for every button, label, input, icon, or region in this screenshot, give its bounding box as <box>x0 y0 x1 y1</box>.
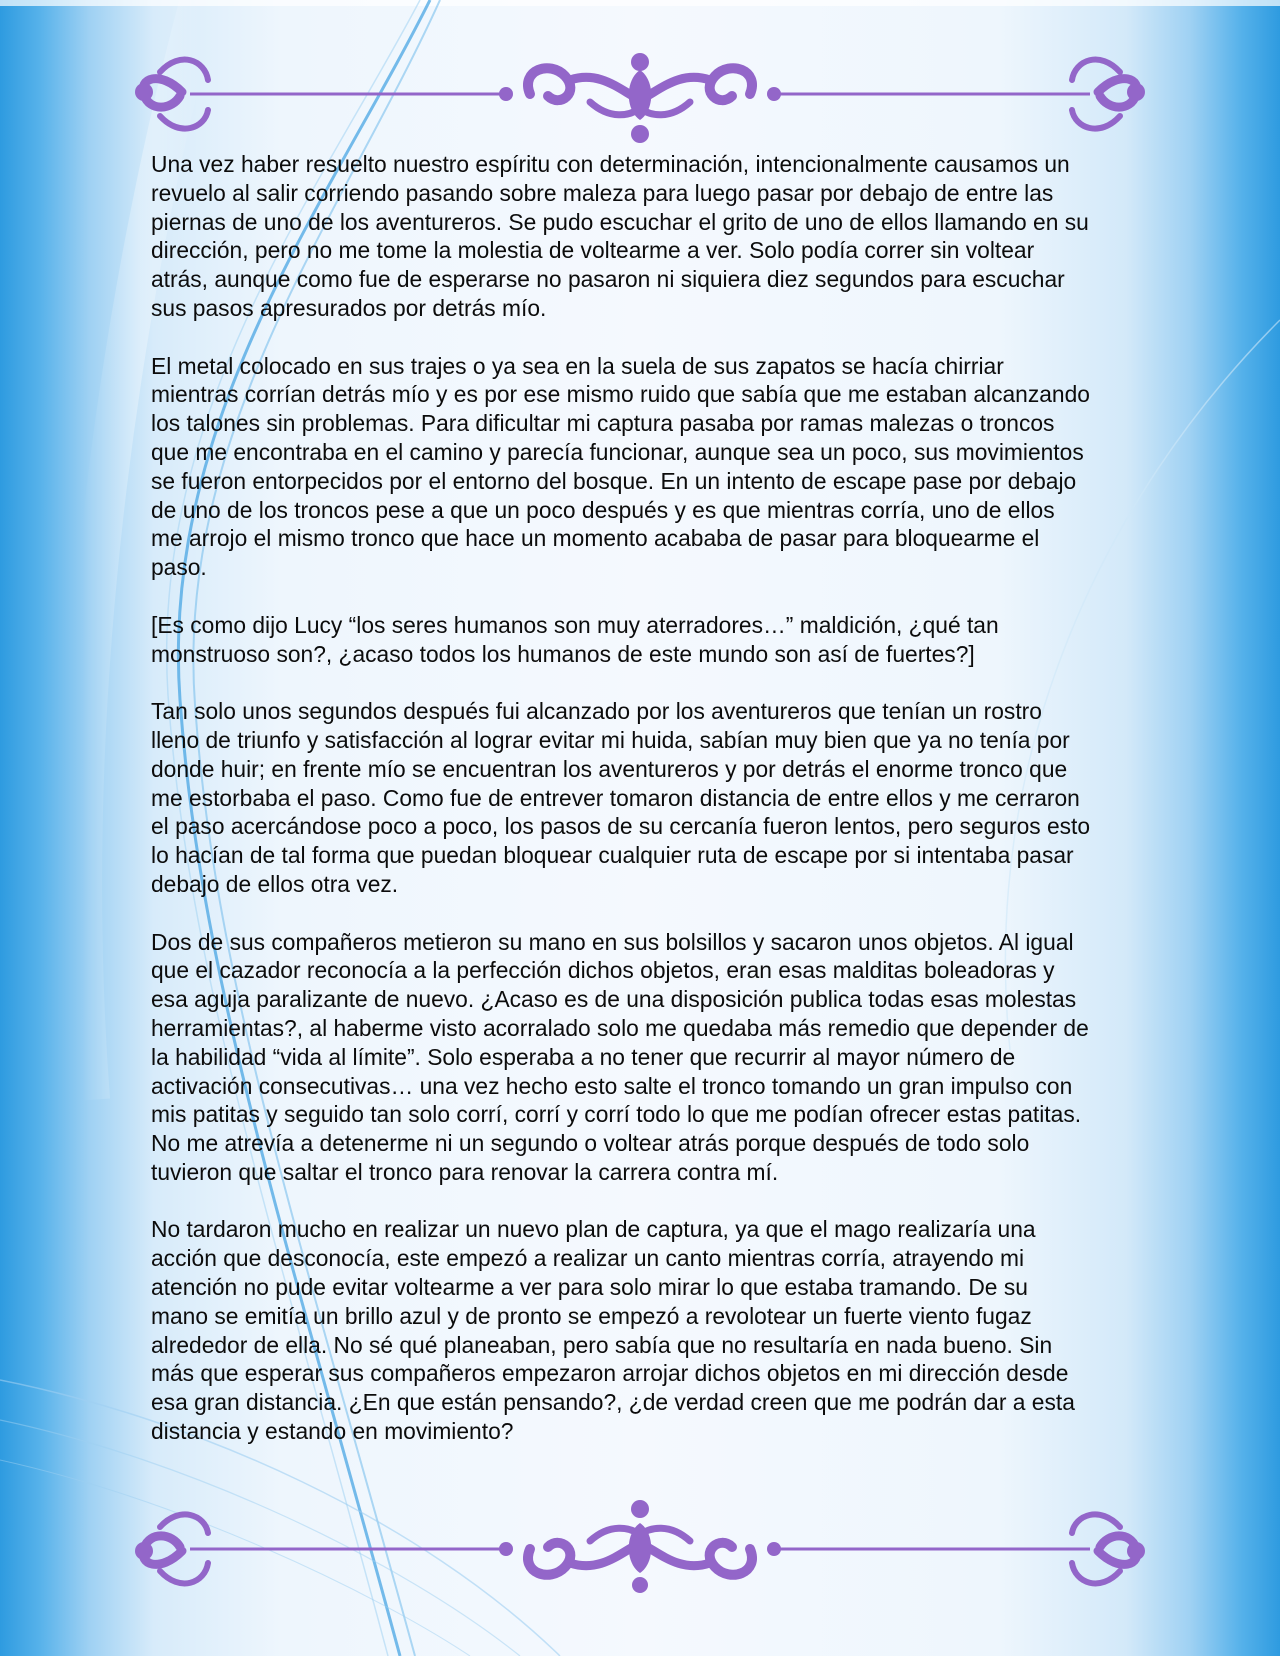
paragraph-3: [Es como dijo Lucy “los seres humanos son muy aterradores…” maldición, ¿qué tan monstruoso son?, ¿acaso todos los humanos de este mundo son así de fuertes?] <box>151 611 999 667</box>
paragraph-5: Dos de sus compañeros metieron su mano en sus bolsillos y sacaron unos objetos. Al igual que el cazador reconocía a la perfección dichos objetos, eran esas malditas boleadoras y esa aguja paralizante de nuevo. ¿Acaso es de una disposición publica todas esas molestas herramientas?, al haberme visto acorralado solo me quedaba más remedio que depender de la habilidad “vida al límite”. Solo esperaba a no tener que recurrir al mayor número de activación consecutivas… una vez hecho esto salte el tronco tomando un gran impulso con mis patitas y seguido tan solo corrí, corrí y corrí todo lo que me podían ofrecer estas patitas. No me atrevía a detenerme ni un segundo o voltear atrás porque después de todo solo tuvieron que saltar el tronco para renovar la carrera contra mí. <box>151 928 1089 1185</box>
paragraph-4: Tan solo unos segundos después fui alcanzado por los aventureros que tenían un rostro lleno de triunfo y satisfacción al lograr evitar mi huida, sabían muy bien que ya no tenía por donde huir; en frente mío se encuentran los aventureros y por detrás el enorme tronco que me estorbaba el paso. Como fue de entrever tomaron distancia de entre ellos y me cerraron el paso acercándose poco a poco, los pasos de su cercanía fueron lentos, pero seguros esto lo hacían de tal forma que puedan bloquear cualquier ruta de escape por si intentaba pasar debajo de ellos otra vez. <box>151 698 1091 897</box>
bottom-flourish-divider-icon <box>120 1495 1160 1605</box>
body-text <box>151 150 1091 1475</box>
paragraph-2: El metal colocado en sus trajes o ya sea en la suela de sus zapatos se hacía chirriar mientras corrían detrás mío y es por ese mismo ruido que sabía que me estaban alcanzando los talones sin problemas. Para dificultar mi captura pasaba por ramas malezas o troncos que me encontraba en el camino y parecía funcionar, aunque sea un poco, sus movimientos se fueron entorpecidos por el entorno del bosque. En un intento de escape pase por debajo de uno de los troncos pese a que un poco después y es que mientras corría, uno de ellos me arrojo el mismo tronco que hace un momento acababa de pasar para bloquearme el paso. <box>151 352 1090 581</box>
paragraph-1: Una vez haber resuelto nuestro espíritu con determinación, intencionalmente causamos un revuelo al salir corriendo pasando sobre maleza para luego pasar por debajo de entre las piernas de uno de los aventureros. Se pudo escuchar el grito de uno de ellos llamando en su dirección, pero no me tome la molestia de voltearme a ver. Solo podía correr sin voltear atrás, aunque como fue de esperarse no pasaron ni siquiera diez segundos para escuchar sus pasos apresurados por detrás mío. <box>151 151 1089 321</box>
paragraph-6: No tardaron mucho en realizar un nuevo plan de captura, ya que el mago realizaría una acción que desconocía, este empezó a realizar un canto mientras corría, atrayendo mi atención no pude evitar voltearme a ver para solo mirar lo que estaba tramando. De su mano se emitía un brillo azul y de pronto se empezó a revolotear un fuerte viento fugaz alrededor de ella. No sé qué planeaban, pero sabía que no resultaría en nada bueno. Sin más que esperar sus compañeros empezaron arrojar dichos objetos en mi dirección desde esa gran distancia. ¿En que están pensando?, ¿de verdad creen que me podrán dar a esta distancia y estando en movimiento? <box>151 1216 1075 1445</box>
top-flourish-divider-icon <box>120 40 1160 150</box>
